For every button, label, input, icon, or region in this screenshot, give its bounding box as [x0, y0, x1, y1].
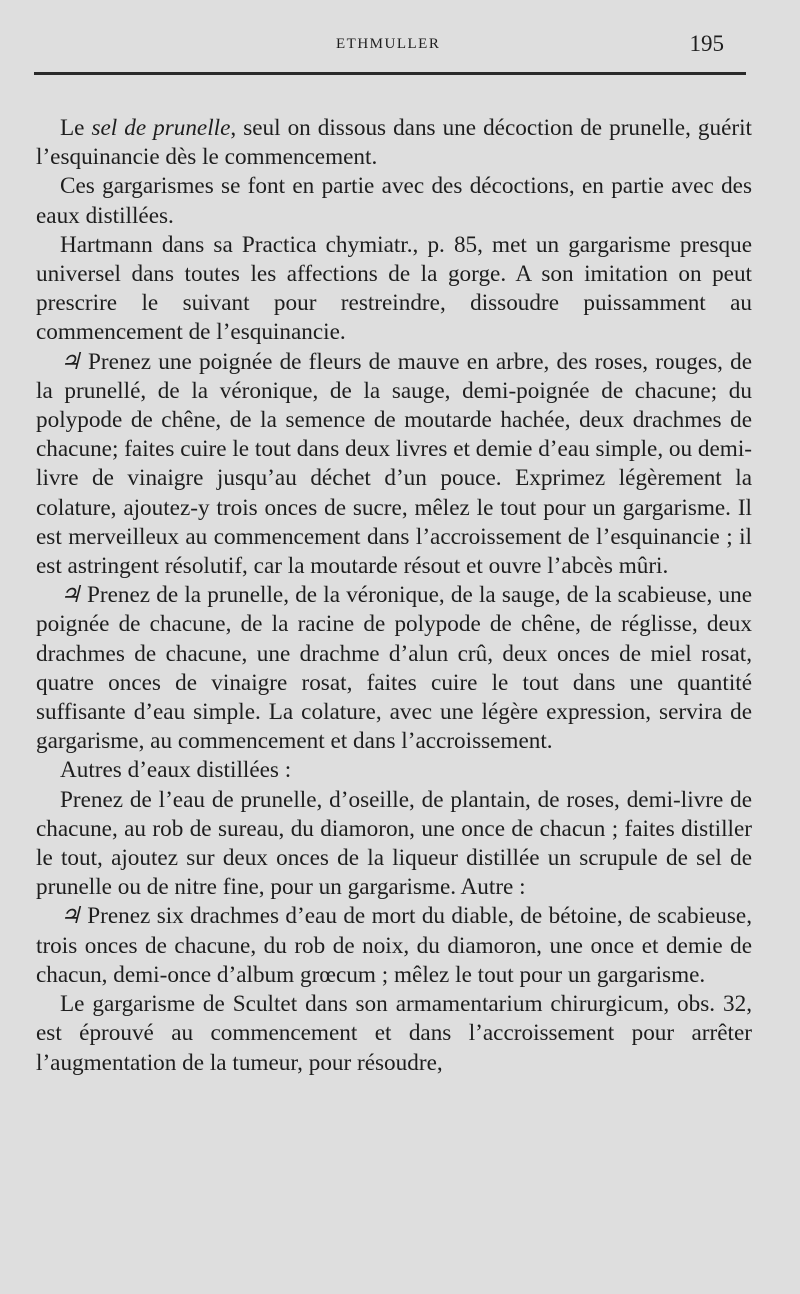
running-title: ETHMULLER: [336, 36, 441, 52]
recipe-paragraph: ♃ Prenez une poignée de fleurs de mauve en arbre, des roses, rouges, de la prunellé, de la véronique, de la sauge, demi-poignée de chacune; du polypode de chêne, de la semence de moutarde hachée, deux drachmes de chacune; faites cuire le tout dans deux livres et demie d’eau simple, ou demi-livre de vinaigre jusqu’au déchet d’un pouce. Exprimez légèrement la colature, ajoutez-y trois onces de sucre, mêlez le tout pour un gargarisme. Il est merveilleux au commencement dans l’accroissement de l’esquinancie ; il est astringent résolutif, car la moutarde résout et ouvre l’abcès mûri.: [36, 348, 752, 580]
header-rule: [34, 72, 746, 75]
paragraph: Le gargarisme de Scultet dans son armamentarium chirurgicum, obs. 32, est éprouvé au commencement et dans l’accroissement pour arrêter l’augmentation de la tumeur, pour résoudre,: [36, 991, 752, 1076]
page-number: 195: [689, 31, 724, 56]
italic-term: sel de prunelle: [91, 115, 231, 141]
paragraph: Prenez de l’eau de prunelle, d’oseille, de plantain, de roses, demi-livre de chacune, au rob de sureau, du diamoron, une once de chacun ; faites distiller le tout, ajoutez sur deux onces de la liqueur distillée un scrupule de sel de prunelle ou de nitre fine, pour un gargarisme. Autre :: [36, 786, 752, 901]
paragraph: Le sel de prunelle, seul on dissous dans une décoction de prunelle, guérit l’esquinancie dès le commencement.: [36, 115, 752, 171]
recipe-symbol-icon: ♃: [60, 348, 81, 375]
body-text: [36, 114, 752, 1078]
recipe-symbol-icon: ♃: [60, 903, 81, 930]
paragraph: Autres d’eaux distillées :: [60, 757, 292, 784]
page-header: [36, 31, 746, 58]
paragraph: Hartmann dans sa Practica chymiatr., p. 85, met un gargarisme presque universel dans toutes les affections de la gorge. A son imitation on peut prescrire le suivant pour restreindre, dissoudre puissamment au commencement de l’esquinancie.: [36, 231, 752, 346]
recipe-paragraph: ♃ Prenez de la prunelle, de la véronique, de la sauge, de la scabieuse, une poignée de chacune, de la racine de polypode de chêne, de réglisse, deux drachmes de chacune, une drachme d’alun crû, deux onces de miel rosat, quatre onces de vinaigre rosat, faites cuire le tout dans une quantité suffisante d’eau simple. La colature, avec une légère expression, servira de gargarisme, au commencement et dans l’accroissement.: [36, 582, 752, 755]
recipe-symbol-icon: ♃: [60, 582, 81, 609]
recipe-paragraph: ♃ Prenez six drachmes d’eau de mort du diable, de bétoine, de scabieuse, trois onces de chacune, du rob de noix, du diamoron, une once et demie de chacun, demi-once d’album grœcum ; mêlez le tout pour un gargarisme.: [36, 903, 752, 988]
paragraph: Ces gargarismes se font en partie avec des décoctions, en partie avec des eaux distillées.: [36, 173, 752, 229]
